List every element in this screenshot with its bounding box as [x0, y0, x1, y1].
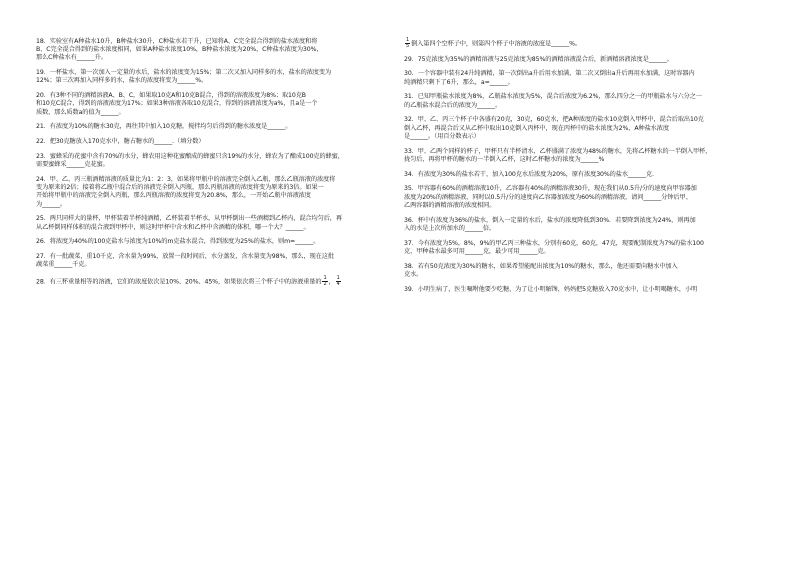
- question-line: 37．今有浓度为5%，8%，9%的甲乙丙三种盐水，分别有60克，60克，47克，现要配制浓度为7%的盐水100: [404, 239, 704, 247]
- question-q30: [404, 70, 756, 86]
- question-line: 33．甲、乙两个同样的杯子，甲杯只有半杯清水，乙杯盛满了浓度为48%的糖水，先将乙杯糖水的一半倒入甲杯，: [404, 147, 712, 155]
- question-line: 39．小明生病了，医生嘱咐他要少吃糖，为了让小明解馋，妈妈把5克糖放入70克水中，让小明喝糖水，小明: [404, 285, 698, 293]
- question-line: 开始将甲瓶中的溶液完全倒入丙瓶，那么丙瓶溶液的浓度将变为20.8%，那么，一开始乙瓶中溶液浓度: [36, 192, 311, 200]
- question-line: 克水。: [404, 270, 423, 278]
- fraction-denominator: 2: [323, 281, 327, 288]
- comma: ，: [328, 278, 335, 286]
- question-line: 36．杯中有浓度为36%的盐水，倒入一定量的水后，盐水的浓度降低到30%．若要降到浓度为24%，则再加: [404, 216, 696, 224]
- question-line: 12%；第三次再加入同样多的水，盐水的浓度将变为______%。: [36, 77, 208, 85]
- question-line: 26．将浓度为40%的100克盐水与浓度为10%的m克盐水混合，得到浓度为25%的盐水，则m=______。: [36, 238, 320, 246]
- question-line: 拢匀后，再将甲杯的糖水的一半倒入乙杯，这时乙杯糖水的浓度为______%: [404, 155, 605, 163]
- question-q19: [36, 69, 388, 85]
- question-q38: [404, 263, 756, 279]
- question-line: 19．一杯盐水，第一次加入一定量的水后，盐水的浓度变为15%；第二次又加入同样多的水，盐水的浓度变为: [36, 69, 332, 77]
- question-line: 纯酒精只剩下了6升，那么，a=______。: [404, 78, 514, 86]
- question-q21: [36, 123, 388, 131]
- question-line: 32．甲、乙、丙三个杯子中各盛有20克，30克，60克水，把A种浓度的盐水10克倒入甲杯中，混合后取出10克: [404, 116, 704, 124]
- question-q34: [404, 171, 756, 179]
- question-line: B、C完全混合得到的盐水浓度相同，如果A种盐水浓度10%，B种盐水浓度为20%，C种盐水浓度为30%，: [36, 46, 323, 54]
- fraction: [405, 38, 410, 49]
- question-q25: [36, 215, 388, 231]
- question-line: 质数，那么质数a的值为______。: [36, 108, 125, 116]
- question-q31: [404, 93, 756, 109]
- question-line: 24．甲、乙、丙三瓶酒精溶液的质量比为1：2：3，如果将甲瓶中的溶液完全倒入乙瓶，那么乙瓶溶液的浓度将: [36, 176, 336, 183]
- question-q18: [36, 38, 388, 63]
- question-q20: [36, 92, 388, 117]
- question-line: 25．两只同样大的量杯，甲杯装着半杯纯酒精，乙杯装着半杯水，从甲杯倒出一些酒精到乙杯内，混合均匀后，再: [36, 215, 342, 223]
- question-q27: [36, 253, 388, 269]
- question-q37: [404, 240, 756, 256]
- fraction-numerator: 1: [406, 37, 410, 43]
- question-q26: [36, 238, 388, 246]
- fraction-numerator: 1: [336, 275, 340, 282]
- question-line: 倒入乙杯，再混合后又从乙杯中取出10克倒入丙杯中，现在丙杯中的盐水浓度为2%，A种盐水浓度: [404, 124, 669, 132]
- question-line: 是______。（用百分数表示）: [404, 132, 480, 140]
- question-line: 30．一个容器中装有24升纯酒精，第一次倒出a升后用水加满，第二次又倒出a升后再用水加满，这时容器内: [404, 70, 695, 78]
- question-q33: [404, 148, 756, 164]
- question-line: 从乙杯倒同样体积的混合液到甲杯中，则这时甲杯中含水和乙杯中含酒精的体积，哪一个大？______。: [36, 223, 310, 231]
- question-q36: [404, 217, 756, 233]
- question-line: 需要蜜蜂采______克花蜜。: [36, 161, 109, 169]
- fraction-numerator: 1: [323, 275, 327, 282]
- question-line: 18．实验室有A种盐水10升，B种盐水30升，C种盐水若干升，已知将A、C完全混合得到的盐水浓度和将: [36, 38, 318, 45]
- question-line: 倒入第四个空杯子中，则第四个杯子中溶液的浓度是______%。: [411, 40, 581, 48]
- question-q32: [404, 116, 756, 141]
- question-line: 克，甲种盐水最多可用______克，最少可用______克。: [404, 247, 550, 255]
- question-line: 20．有3种不同的酒精溶液A、B、C，如果取10克A和10克B混合，得到的溶液浓度为8%；取10克B: [36, 92, 306, 100]
- question-line: 为______。: [36, 200, 67, 208]
- question-line: 21．有浓度为10%的糖水30克，再往其中加入10克糖，搅拌均匀后得到的糖水浓度是______。: [36, 123, 292, 131]
- question-line: 乙两容器的酒精溶液的浓度相同。: [404, 201, 496, 209]
- question-line: 浓度为20%的酒精溶液，同时以0.5升/分的速度向乙容器加浓度为60%的酒精溶液，请问______分钟后甲、: [404, 193, 692, 201]
- question-line: 的乙瓶盐水混合后的浓度为______。: [404, 101, 502, 109]
- fraction: [336, 276, 341, 287]
- question-line: 35．甲容器有60%的酒精溶液10升，乙容器有40%的酒精溶液30升，现在我们从0.5升/分的速度向甲容器加: [404, 185, 697, 193]
- question-q35: [404, 185, 756, 210]
- question-line: 22．把30克糖放入170克水中，糖占糖水的______.（填分数）: [36, 138, 205, 146]
- question-line: 和10克C混合，得到的溶液浓度为17%；如果3种溶液各取10克混合，得到的溶液浓度为a%，且a是一个: [36, 100, 318, 108]
- question-q39: [404, 286, 756, 294]
- right-column: [404, 38, 756, 300]
- question-line: 29．75克浓度为35%的酒精溶液与25克浓度为85%的酒精溶液混合后，新酒精溶液浓度是______。: [404, 55, 673, 63]
- question-q22: [36, 138, 388, 146]
- question-q28_cont: [404, 38, 756, 49]
- question-line: 蔬菜重______千克。: [36, 261, 91, 269]
- question-q24: [36, 176, 388, 209]
- question-line: 28．有三杯重量相等的溶液，它们的浓度依次是10%、20%、45%，如果依次将三个杯子中的溶液重量的: [36, 278, 322, 286]
- fraction-denominator: 4: [336, 281, 340, 288]
- question-line: 34．有浓度为30%的盐水若干，加入100克水后浓度为20%，原有浓度30%的盐水______克.: [404, 170, 654, 178]
- question-q28: [36, 276, 388, 287]
- question-line: 入的水是上次所加水的______倍。: [404, 224, 496, 232]
- fraction-denominator: 5: [406, 43, 410, 49]
- question-line: 变为原来的2倍；接着将乙瓶中混合后的溶液完全倒入丙瓶，那么丙瓶溶液的浓度将变为原来的3倍。如果一: [36, 184, 324, 192]
- question-line: 27．有一批蔬菜，重10千克，含水量为99%，放置一段时间后，水分蒸发，含水量变为98%，那么，现在这批: [36, 253, 334, 261]
- left-column: [36, 38, 388, 294]
- question-line: 那么C种盐水有______升。: [36, 54, 107, 62]
- question-q23: [36, 153, 388, 169]
- question-line: 23．蜜蜂采的花蜜中含有70%的水分，蜂农用这种花蜜酿成的蜂蜜只含19%的水分，蜂农为了酿成100克的蜂蜜，: [36, 153, 344, 160]
- question-q29: [404, 56, 756, 64]
- fraction: [322, 276, 327, 287]
- question-line: 31．已知甲瓶盐水浓度为8%，乙瓶盐水浓度为5%，混合后浓度为6.2%，那么四分之一的甲瓶盐水与六分之一: [404, 93, 702, 101]
- question-line: 38．若有50克浓度为30%的糖水，如果希望能配出浓度为10%的糖水，那么，他还需要向糖水中加入: [404, 262, 678, 270]
